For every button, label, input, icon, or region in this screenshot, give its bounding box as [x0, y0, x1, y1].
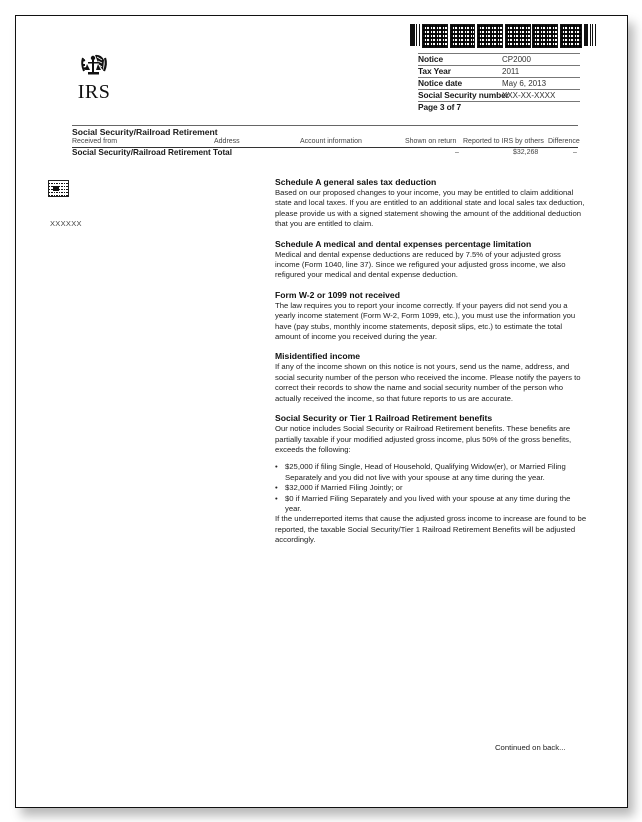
- section-w2-1099: [275, 290, 587, 343]
- barcode: [410, 24, 596, 46]
- section-heading: Schedule A medical and dental expenses percentage limitation: [275, 238, 532, 249]
- col-account-information: Account information: [300, 138, 362, 145]
- income-table-title: Social Security/Railroad Retirement: [72, 125, 578, 137]
- notice-body: [275, 177, 587, 555]
- section-after-text: If the underreported items that cause the adjusted gross income to increase are found to be reported, the taxable Social Security/Tier 1 Railroad Retirement Benefits will be adjusted accordingly.: [275, 514, 587, 545]
- income-table: [72, 125, 578, 158]
- irs-eagle-icon: [79, 52, 109, 78]
- info-row-ssn: [418, 89, 580, 101]
- col-shown-on-return: Shown on return: [405, 138, 457, 145]
- income-table-header: [72, 137, 578, 148]
- section-heading: Form W-2 or 1099 not received: [275, 289, 400, 300]
- section-heading: Social Security or Tier 1 Railroad Retirement benefits: [275, 413, 493, 424]
- info-label: Social Security number: [418, 90, 509, 100]
- col-difference: Difference: [548, 138, 580, 145]
- info-value: CP2000: [502, 55, 531, 64]
- page-indicator-row: [418, 101, 580, 113]
- info-row-tax-year: [418, 65, 580, 77]
- col-reported-by-others: Reported to IRS by others: [463, 138, 544, 145]
- info-label: Notice: [418, 54, 443, 64]
- total-reported-by-others: $32,268: [513, 149, 539, 156]
- total-label: Social Security/Railroad Retirement Total: [72, 148, 233, 157]
- section-text: Based on our proposed changes to your income, you may be entitled to claim additional state and local taxes. If you are entitled to an additional state and local sales tax deduction, please provide us with a signed statement showing the amount of the additional deduction that you are entitled to claim.: [275, 188, 585, 229]
- datamatrix-code: [48, 180, 69, 197]
- page-indicator: Page 3 of 7: [418, 102, 462, 112]
- notice-info-table: [418, 53, 580, 113]
- info-row-notice: [418, 53, 580, 65]
- info-value: May 6, 2013: [502, 79, 547, 88]
- agency-name: IRS: [77, 81, 111, 103]
- info-value: XXX-XX-XXXX: [502, 91, 556, 100]
- section-text: Our notice includes Social Security or Railroad Retirement benefits. These benefits are partially taxable if your modified adjusted gross income, plus 50% of the gross benefits, exceeds the following:: [275, 424, 572, 454]
- total-difference: –: [573, 149, 577, 156]
- threshold-item: • $25,000 if filing Single, Head of Household, Qualifying Widow(er), or Married Filing Separately and you did not live with your spouse at any time during the year.: [275, 462, 587, 483]
- col-received-from: Received from: [72, 138, 118, 145]
- section-text: If any of the income shown on this notice is not yours, send us the name, address, and social security number of the person who received the income. Please notify the payers to correct their records to show the name and social security number of the person who actually received the income, so that future reports to us are accurate.: [275, 362, 581, 403]
- section-medical-dental: [275, 239, 587, 281]
- info-label: Notice date: [418, 78, 463, 88]
- continued-note: Continued on back...: [495, 743, 566, 752]
- income-table-total-row: [72, 148, 578, 158]
- section-sales-tax: [275, 177, 587, 230]
- threshold-item: • $0 if Married Filing Separately and you lived with your spouse at any time during the year.: [275, 494, 587, 515]
- info-label: Tax Year: [418, 66, 451, 76]
- section-text: Medical and dental expense deductions are reduced by 7.5% of your adjusted gross income (Form 1040, line 37). Since we refigured your adjusted gross income, we also refigured your medical and dental expense deduction.: [275, 249, 566, 280]
- section-social-security-benefits: [275, 413, 587, 545]
- section-text: The law requires you to report your income correctly. If your payers did not send you a yearly income statement (Form W-2, Form 1099, etc.), you must use the information you have (pay stubs, monthly income statements, deposit slips, etc.) to estimate the total amount of income you received during the year.: [275, 300, 576, 342]
- irs-logo: [74, 52, 114, 101]
- recipient-code: XXXXXX: [50, 219, 82, 228]
- section-misidentified-income: [275, 351, 587, 404]
- total-shown-on-return: –: [455, 149, 459, 156]
- threshold-list: [275, 462, 587, 514]
- info-row-notice-date: [418, 77, 580, 89]
- info-value: 2011: [502, 67, 520, 76]
- section-heading: Schedule A general sales tax deduction: [275, 177, 437, 187]
- section-heading: Misidentified income: [275, 351, 360, 362]
- threshold-item: • $32,000 if Married Filing Jointly; or: [275, 483, 587, 493]
- col-address: Address: [214, 138, 240, 145]
